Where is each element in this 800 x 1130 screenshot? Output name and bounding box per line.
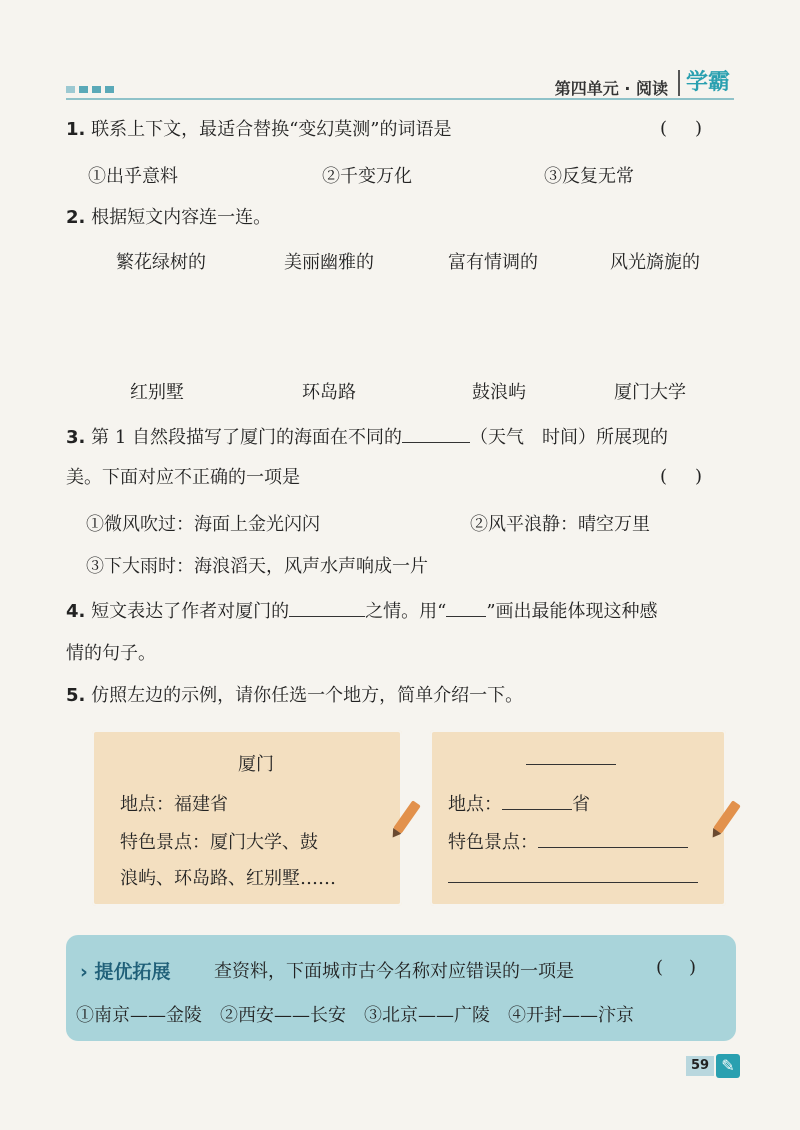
chevron-right-icon: › bbox=[80, 961, 88, 983]
blank-weather-time[interactable] bbox=[402, 424, 470, 443]
question-2-text: 根据短文内容连一连。 bbox=[91, 207, 272, 228]
header-decoration bbox=[66, 86, 114, 93]
q1-option-1[interactable]: ①出乎意料 bbox=[88, 166, 178, 187]
q1-option-3[interactable]: ③反复无常 bbox=[544, 166, 634, 187]
match-bottom-2[interactable]: 环岛路 bbox=[302, 382, 356, 403]
question-5-text: 仿照左边的示例，请你任选一个地方，简单介绍一下。 bbox=[91, 685, 524, 706]
q3-option-2[interactable]: ②风平浪静：晴空万里 bbox=[470, 514, 650, 535]
question-1-text: 联系上下文，最适合替换“变幻莫测”的词语是 bbox=[91, 119, 452, 140]
extension-box bbox=[66, 935, 736, 1041]
example-spots-line-2: 浪屿、环岛路、红别墅…… bbox=[120, 868, 336, 889]
answer-paren-1[interactable]: () bbox=[659, 118, 730, 139]
match-top-3[interactable]: 富有情调的 bbox=[448, 252, 538, 273]
question-2: 2. 根据短文内容连一连。 bbox=[66, 207, 272, 228]
example-title: 厦门 bbox=[238, 754, 274, 775]
example-card bbox=[92, 730, 402, 906]
q3-option-1[interactable]: ①微风吹过：海面上金光闪闪 bbox=[86, 514, 320, 535]
unit-title: 第四单元 · 阅读 bbox=[554, 79, 668, 98]
answer-paren-3[interactable]: () bbox=[659, 466, 730, 487]
answer-title-blank[interactable] bbox=[526, 764, 616, 765]
extension-options[interactable]: ①南京——金陵 ②西安——长安 ③北京——广陵 ④开封——汴京 bbox=[76, 1005, 634, 1026]
answer-spots-blank-1[interactable] bbox=[538, 829, 688, 848]
question-3-cont: 美。下面对应不正确的一项是 bbox=[66, 467, 300, 488]
question-4-cont: 情的句子。 bbox=[66, 643, 156, 664]
answer-card bbox=[430, 730, 726, 906]
match-bottom-3[interactable]: 鼓浪屿 bbox=[472, 382, 526, 403]
q1-option-2[interactable]: ②千变万化 bbox=[322, 166, 412, 187]
match-top-2[interactable]: 美丽幽雅的 bbox=[284, 252, 374, 273]
answer-location: 地点： 省 bbox=[448, 790, 590, 816]
extension-title: › 提优拓展 bbox=[80, 961, 171, 983]
blank-feeling[interactable] bbox=[289, 598, 365, 617]
match-top-4[interactable]: 风光旖旎的 bbox=[610, 252, 700, 273]
example-spots-line-1: 特色景点：厦门大学、鼓 bbox=[120, 832, 318, 853]
answer-location-blank[interactable] bbox=[502, 791, 572, 810]
extension-question: 查资料，下面城市古今名称对应错误的一项是 bbox=[214, 961, 574, 982]
brand-logo: 学霸 bbox=[678, 70, 730, 96]
question-1: 1. 联系上下文，最适合替换“变幻莫测”的词语是 bbox=[66, 119, 452, 140]
question-5: 5. 仿照左边的示例，请你任选一个地方，简单介绍一下。 bbox=[66, 685, 524, 706]
page-header bbox=[0, 70, 800, 102]
match-bottom-1[interactable]: 红别墅 bbox=[130, 382, 184, 403]
underline-sample bbox=[446, 598, 486, 617]
question-3: 3. 第 1 自然段描写了厦门的海面在不同的 （天气 时间）所展现的 bbox=[66, 424, 668, 450]
example-location: 地点：福建省 bbox=[120, 794, 228, 815]
answer-spots-blank-2[interactable] bbox=[448, 864, 698, 883]
answer-spots: 特色景点： bbox=[448, 828, 688, 854]
extension-answer-paren[interactable]: () bbox=[655, 957, 722, 978]
pencil-icon: ✎ bbox=[716, 1054, 740, 1078]
match-bottom-4[interactable]: 厦门大学 bbox=[614, 382, 686, 403]
page-number: 59 bbox=[686, 1056, 714, 1076]
match-top-1[interactable]: 繁花绿树的 bbox=[116, 252, 206, 273]
question-4: 4. 短文表达了作者对厦门的 之情。用“ ”画出最能体现这种感 bbox=[66, 598, 658, 624]
q3-option-3[interactable]: ③下大雨时：海浪滔天，风声水声响成一片 bbox=[86, 556, 428, 577]
